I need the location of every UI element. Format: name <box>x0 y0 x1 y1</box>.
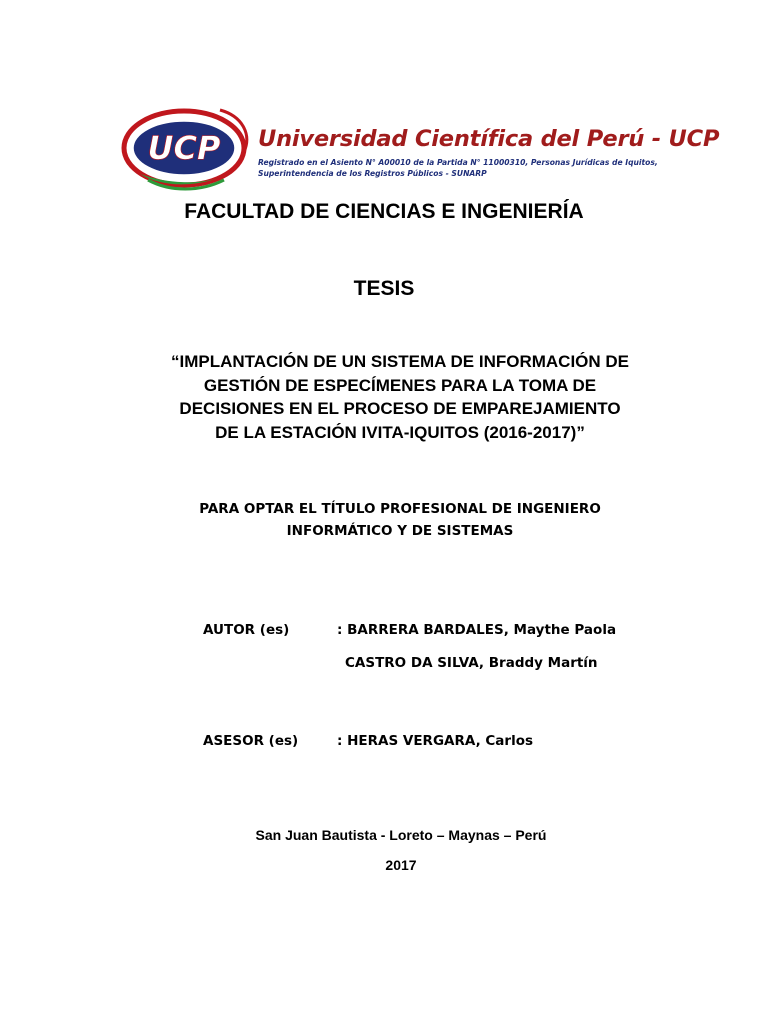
thesis-title-line-1: “IMPLANTACIÓN DE UN SISTEMA DE INFORMACIÓN DE <box>170 352 630 371</box>
registry-line-2: Superintendencia de los Registros Públicos - SUNARP <box>258 169 487 178</box>
thesis-title <box>160 350 640 444</box>
author-label: AUTOR (es) <box>203 622 290 638</box>
document-type-heading: TESIS <box>353 277 415 300</box>
thesis-title-line-4: DE LA ESTACIÓN IVITA-IQUITOS (2016-2017)” <box>215 422 585 442</box>
university-header <box>120 104 720 200</box>
advisor-1: : HERAS VERGARA, Carlos <box>337 733 534 749</box>
degree-statement <box>150 498 650 542</box>
thesis-title-line-3: DECISIONES EN EL PROCESO DE EMPAREJAMIENTO <box>179 399 621 418</box>
university-name: Universidad Científica del Perú - UCP <box>258 126 720 152</box>
registry-line-1: Registrado en el Asiento N° A00010 de la Partida N° 11000310, Personas Jurídicas de Iquitos, <box>258 158 658 167</box>
advisor-label: ASESOR (es) <box>203 733 299 749</box>
place-line: San Juan Bautista - Loreto – Maynas – Perú <box>255 827 547 843</box>
ucp-logo <box>120 104 258 198</box>
author-1: : BARRERA BARDALES, Maythe Paola <box>337 622 617 638</box>
university-registry <box>258 157 658 179</box>
ucp-logo-text: UCP <box>147 129 221 167</box>
degree-line-1: PARA OPTAR EL TÍTULO PROFESIONAL DE INGENIERO <box>199 501 601 517</box>
thesis-title-line-2: GESTIÓN DE ESPECÍMENES PARA LA TOMA DE <box>203 375 597 395</box>
degree-line-2: INFORMÁTICO Y DE SISTEMAS <box>286 523 514 539</box>
author-2: CASTRO DA SILVA, Braddy Martín <box>345 655 598 671</box>
year-line: 2017 <box>385 857 417 873</box>
faculty-heading: FACULTAD DE CIENCIAS E INGENIERÍA <box>184 200 584 223</box>
